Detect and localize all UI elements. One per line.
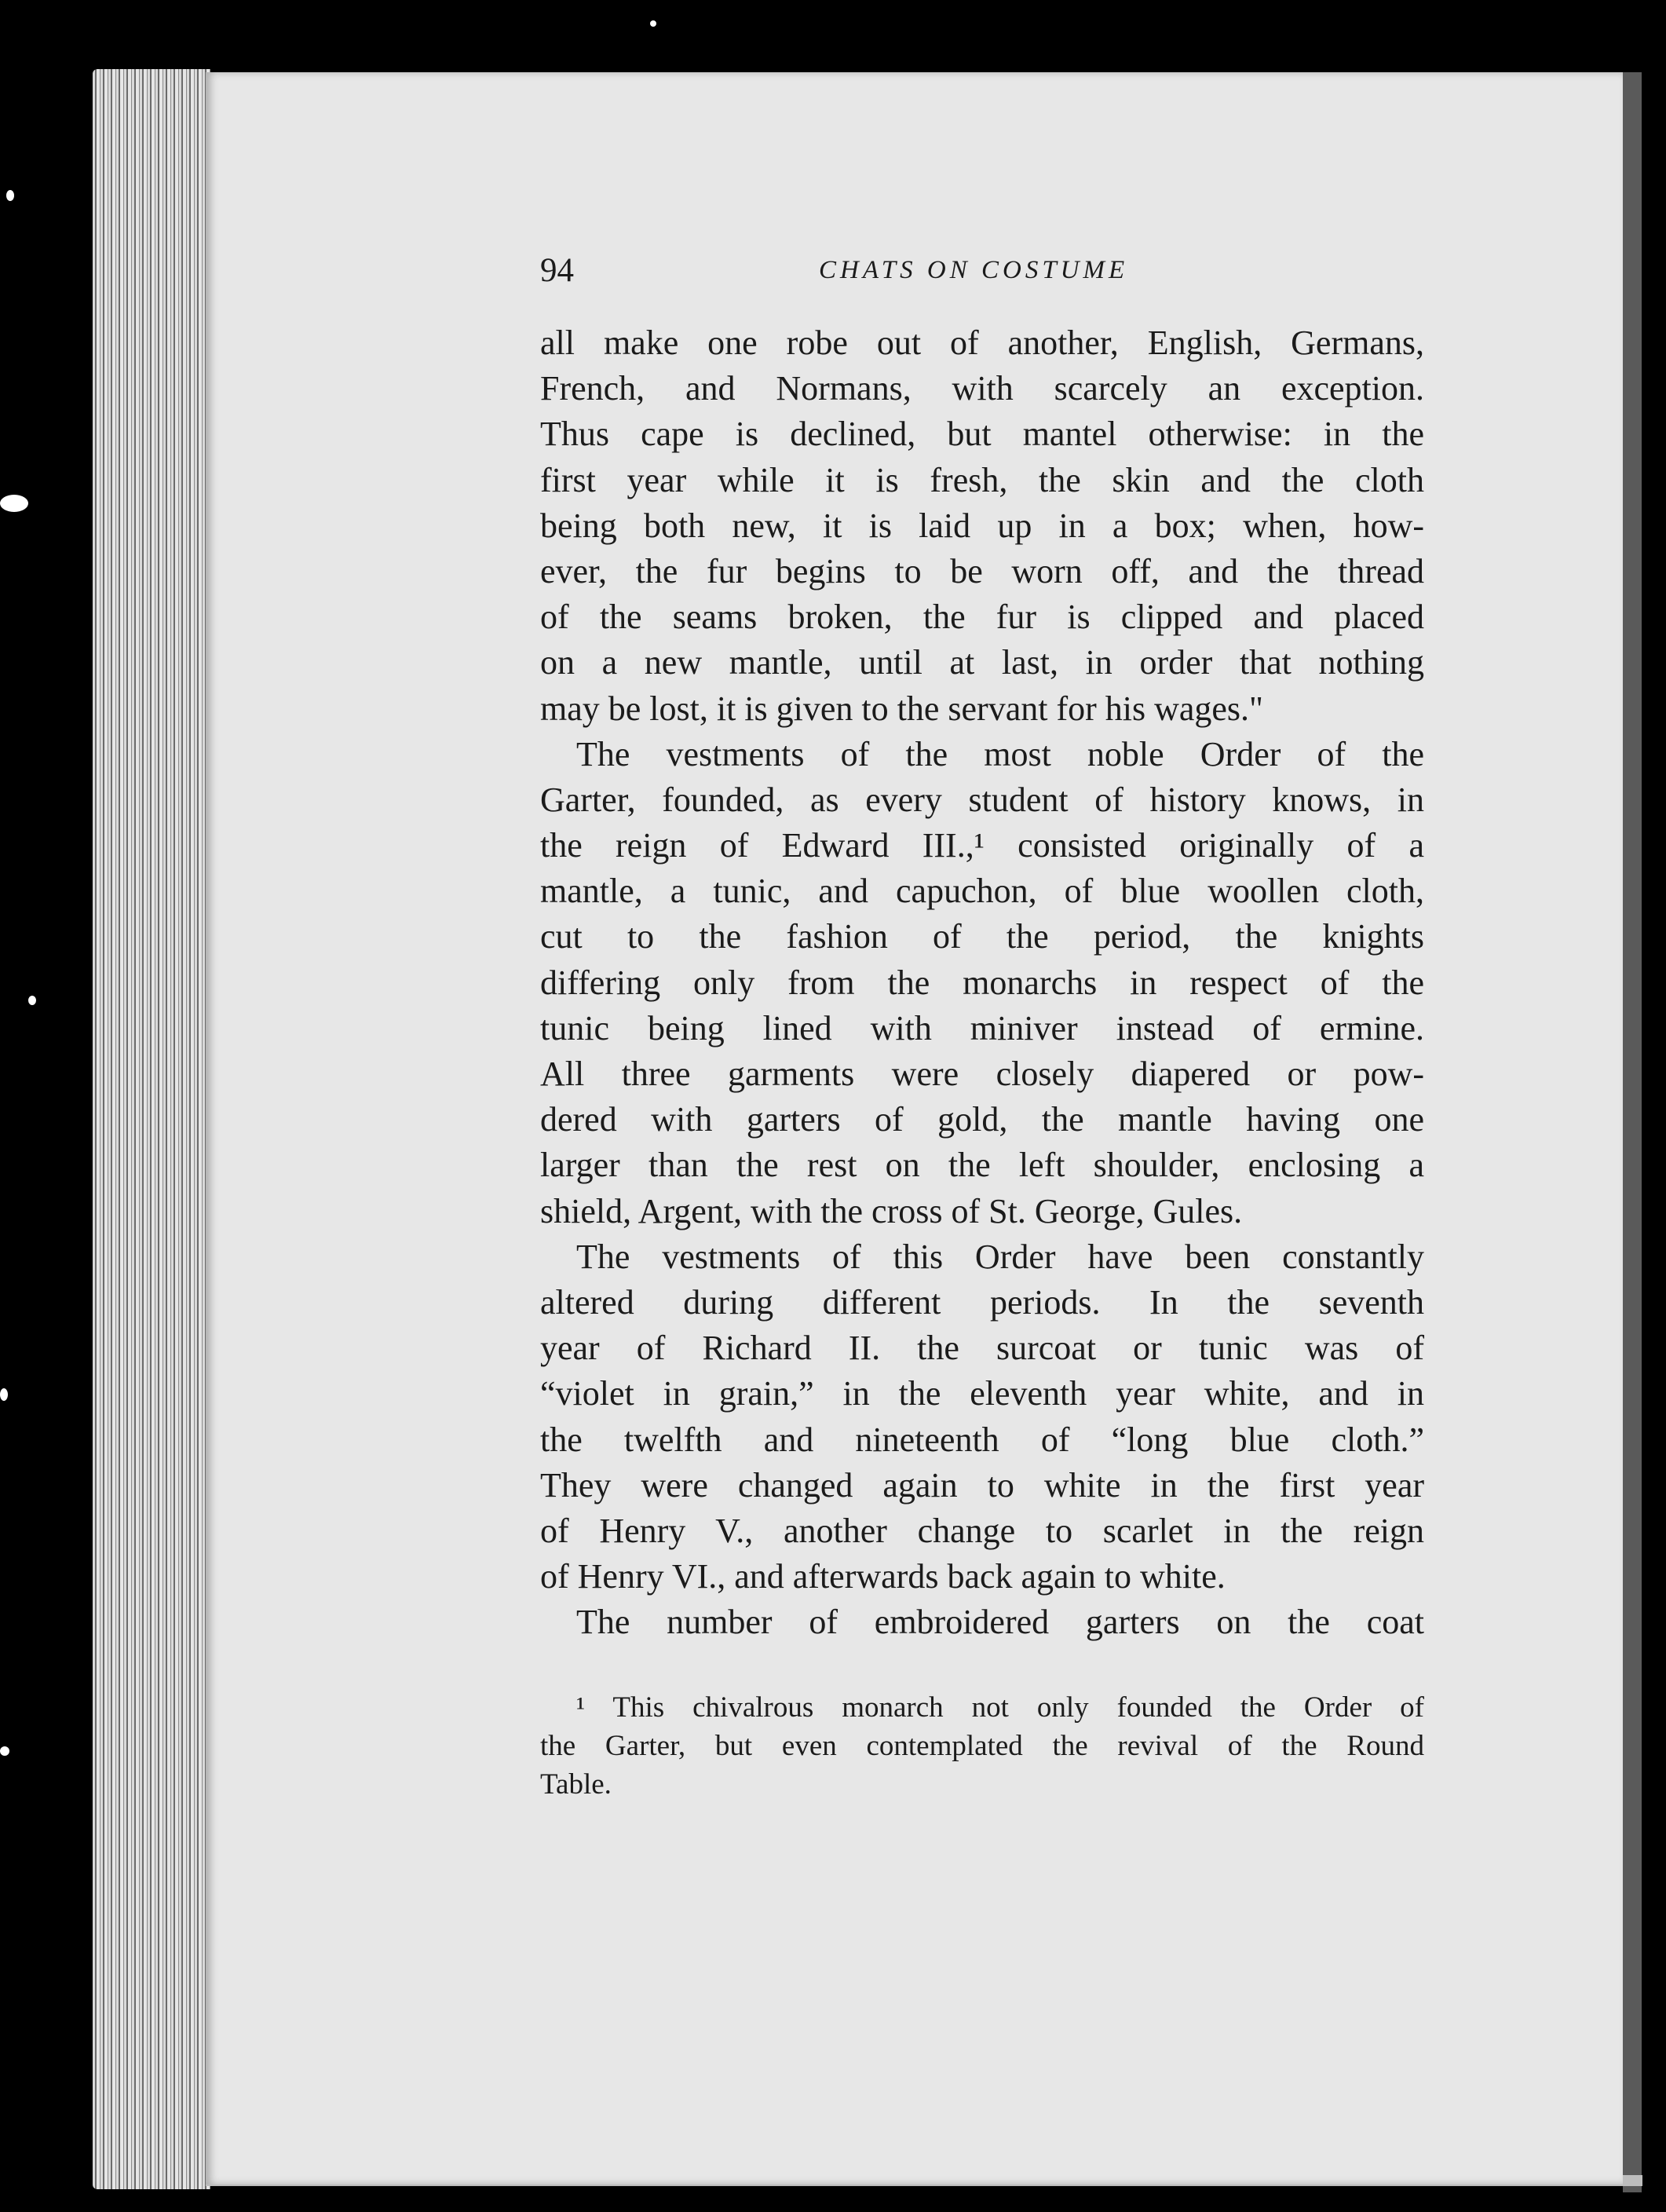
text-line: mantle, a tunic, and capuchon, of blue woollen cloth, xyxy=(540,872,1424,911)
dust-speck xyxy=(0,495,28,512)
footnote-line: ¹ This chivalrous monarch not only founded the Order of xyxy=(576,1691,1424,1724)
text-line: “violet in grain,” in the eleventh year white, and in xyxy=(540,1374,1424,1413)
text-line: Garter, founded, as every student of history knows, in xyxy=(540,780,1424,819)
running-head xyxy=(540,251,1419,298)
text-line: shield, Argent, with the cross of St. George, Gules. xyxy=(540,1191,1243,1230)
footnote-line: Table. xyxy=(540,1768,612,1801)
text-line: ever, the fur begins to be worn off, and the thread xyxy=(540,551,1424,590)
text-line: all make one robe out of another, English, Germans, xyxy=(540,324,1424,362)
text-line: The number of embroidered garters on the coat xyxy=(576,1603,1424,1642)
dust-speck xyxy=(650,20,656,27)
text-line: tunic being lined with miniver instead of ermine. xyxy=(540,1008,1424,1048)
text-line: All three garments were closely diapered or pow- xyxy=(540,1055,1424,1093)
text-line: year of Richard II. the surcoat or tunic was of xyxy=(540,1329,1424,1368)
text-line: being both new, it is laid up in a box; when, how- xyxy=(540,506,1424,545)
text-line: first year while it is fresh, the skin and the cloth xyxy=(540,460,1424,499)
body-text xyxy=(540,320,1424,1645)
text-line: altered during different periods. In the seventh xyxy=(540,1282,1424,1322)
text-line: of the seams broken, the fur is clipped and placed xyxy=(540,598,1424,637)
dust-speck xyxy=(28,996,36,1005)
page-stack-edge xyxy=(93,69,210,2189)
text-line: the twelfth and nineteenth of “long blue cloth.” xyxy=(540,1420,1424,1459)
text-line: of Henry V., another change to scarlet in the reign xyxy=(540,1511,1424,1550)
dust-speck xyxy=(0,1746,9,1756)
right-page-edge xyxy=(1623,72,1642,2192)
text-line: dered with garters of gold, the mantle having one xyxy=(540,1100,1424,1139)
text-line: The vestments of the most noble Order of the xyxy=(576,734,1424,773)
text-line: larger than the rest on the left shoulder, enclosing a xyxy=(540,1146,1424,1185)
text-line: the reign of Edward III.,¹ consisted originally of a xyxy=(540,826,1424,865)
running-title: CHATS ON COSTUME xyxy=(819,256,1129,284)
text-line: may be lost, it is given to the servant for his wages." xyxy=(540,689,1264,728)
dust-speck xyxy=(0,1388,8,1401)
text-line: Thus cape is declined, but mantel otherwise: in the xyxy=(540,415,1424,454)
text-line: cut to the fashion of the period, the knights xyxy=(540,917,1424,956)
page-number: 94 xyxy=(540,252,574,289)
text-line: They were changed again to white in the first year xyxy=(540,1465,1424,1505)
footnote xyxy=(540,1688,1424,1804)
text-line: The vestments of this Order have been constantly xyxy=(576,1237,1424,1276)
dust-speck xyxy=(6,190,14,201)
text-line: of Henry VI., and afterwards back again to white. xyxy=(540,1557,1226,1596)
footnote-line: the Garter, but even contemplated the revival of the Round xyxy=(540,1730,1424,1762)
text-line: French, and Normans, with scarcely an exception. xyxy=(540,369,1424,408)
text-line: on a new mantle, until at last, in order that nothing xyxy=(540,643,1424,682)
text-line: differing only from the monarchs in respect of the xyxy=(540,963,1424,1002)
